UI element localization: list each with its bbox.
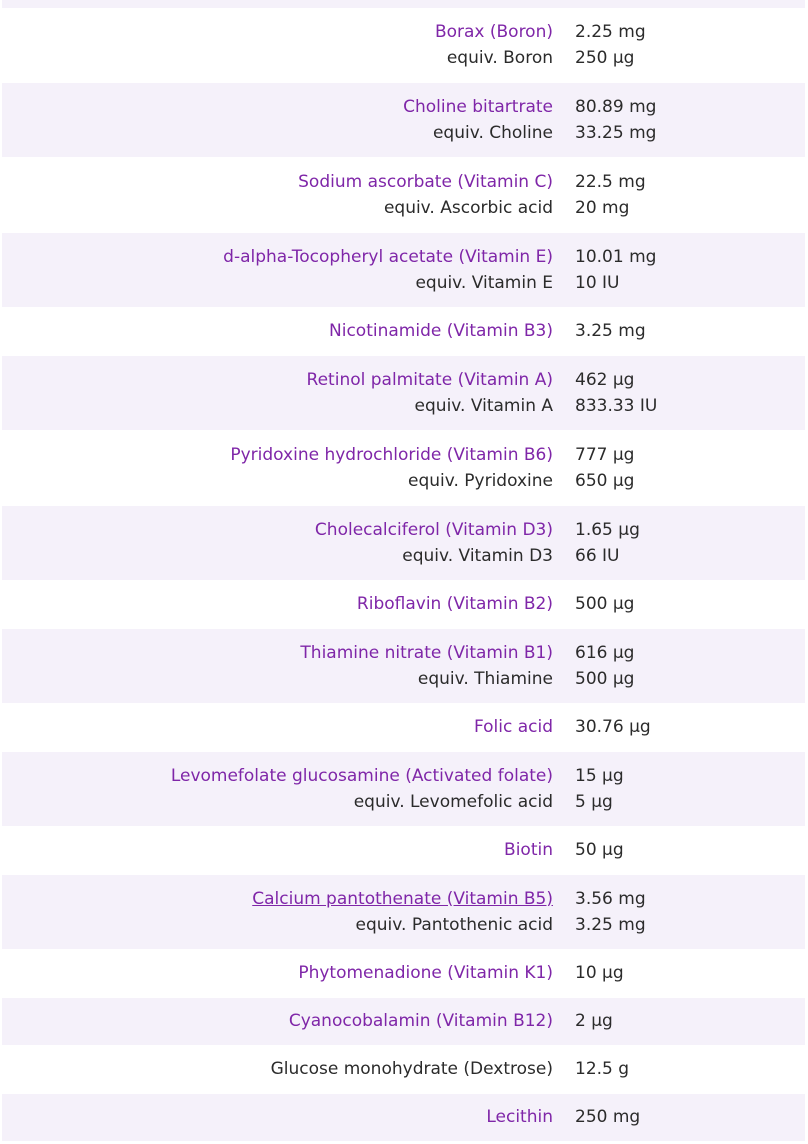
table-row: [2, 704, 805, 752]
equiv-amount-value: 33.25 mg: [575, 123, 657, 143]
amount-cell: [575, 714, 651, 741]
amount-cell: [575, 763, 624, 816]
equiv-amount-value: 500 µg: [575, 669, 635, 689]
ingredient-name-cell: [2, 94, 553, 147]
ingredient-link-sodium-ascorbate[interactable]: Sodium ascorbate (Vitamin C): [298, 171, 553, 192]
amount-cell: [575, 960, 624, 987]
equiv-amount-value: 650 µg: [575, 471, 635, 491]
ingredient-link-borax[interactable]: Borax (Boron): [434, 21, 553, 42]
amount-cell: [575, 886, 646, 939]
equiv-amount-value: 66 IU: [575, 546, 620, 566]
amount-value: 10 µg: [575, 963, 624, 984]
table-row: [2, 1094, 805, 1142]
amount-value: 616 µg: [575, 642, 635, 663]
ingredient-name-cell: [2, 763, 553, 816]
ingredient-name-cell: [2, 591, 553, 618]
ingredient-name-cell: [2, 1056, 553, 1083]
amount-value: 15 µg: [575, 765, 624, 786]
ingredient-link-thiamine-nitrate[interactable]: Thiamine nitrate (Vitamin B1): [300, 642, 553, 663]
ingredient-name-cell: [2, 169, 553, 222]
equiv-label: equiv. Vitamin A: [414, 396, 553, 416]
table-row: [2, 950, 805, 998]
amount-cell: [575, 94, 656, 147]
amount-cell: [575, 640, 634, 693]
ingredient-link-retinol-palmitate[interactable]: Retinol palmitate (Vitamin A): [306, 369, 553, 390]
table-row: [2, 875, 805, 950]
amount-value: 12.5 g: [575, 1059, 630, 1080]
ingredient-link-riboflavin[interactable]: Riboflavin (Vitamin B2): [356, 594, 553, 615]
equiv-amount-value: 833.33 IU: [575, 396, 658, 416]
equiv-label: equiv. Boron: [446, 48, 553, 68]
amount-cell: [575, 169, 646, 222]
equiv-label: equiv. Choline: [432, 123, 553, 143]
table-row: [2, 431, 805, 506]
ingredient-name-cell: [2, 367, 553, 420]
amount-cell: [575, 837, 624, 864]
table-row: [2, 158, 805, 233]
amount-cell: [575, 591, 634, 618]
ingredient-link-choline-bitartrate[interactable]: Choline bitartrate: [403, 96, 553, 117]
equiv-amount-value: 10 IU: [575, 273, 620, 293]
ingredient-name-cell: [2, 517, 553, 570]
ingredient-link-nicotinamide[interactable]: Nicotinamide (Vitamin B3): [329, 321, 553, 342]
amount-cell: [575, 318, 646, 345]
table-top-edge: [2, 0, 805, 8]
table-row: [2, 581, 805, 629]
ingredient-link-lecithin[interactable]: Lecithin: [486, 1107, 553, 1128]
ingredient-name-glucose-monohydrate: Glucose monohydrate (Dextrose): [270, 1059, 553, 1080]
ingredient-link-cholecalciferol[interactable]: Cholecalciferol (Vitamin D3): [314, 519, 553, 540]
table-row: [2, 998, 805, 1046]
amount-value: 250 mg: [575, 1107, 641, 1128]
ingredient-name-cell: [2, 714, 553, 741]
ingredient-link-biotin[interactable]: Biotin: [504, 840, 553, 861]
equiv-amount-value: 3.25 mg: [575, 915, 646, 935]
amount-value: 30.76 µg: [575, 717, 651, 738]
table-row: [2, 308, 805, 356]
amount-cell: [575, 442, 634, 495]
ingredient-name-cell: [2, 244, 553, 297]
amount-value: 1.65 µg: [575, 519, 640, 540]
amount-value: 80.89 mg: [575, 96, 657, 117]
amount-value: 2.25 mg: [575, 21, 646, 42]
ingredient-link-phytomenadione[interactable]: Phytomenadione (Vitamin K1): [298, 963, 553, 984]
equiv-amount-value: 5 µg: [575, 792, 613, 812]
table-row: [2, 233, 805, 308]
equiv-label: equiv. Thiamine: [417, 669, 553, 689]
table-row: [2, 356, 805, 431]
ingredient-link-pyridoxine-hydrochloride[interactable]: Pyridoxine hydrochloride (Vitamin B6): [230, 444, 553, 465]
amount-value: 3.56 mg: [575, 888, 646, 909]
amount-value: 10.01 mg: [575, 246, 657, 267]
table-row: [2, 1046, 805, 1094]
equiv-label: equiv. Ascorbic acid: [383, 198, 553, 218]
ingredient-name-cell: [2, 960, 553, 987]
ingredients-table: [2, 0, 805, 1142]
amount-value: 22.5 mg: [575, 171, 646, 192]
ingredient-name-cell: [2, 837, 553, 864]
ingredient-link-levomefolate-glucosamine[interactable]: Levomefolate glucosamine (Activated folate): [170, 765, 553, 786]
ingredient-name-cell: [2, 318, 553, 345]
amount-value: 777 µg: [575, 444, 635, 465]
table-row: [2, 827, 805, 875]
amount-cell: [575, 517, 640, 570]
ingredient-name-cell: [2, 1008, 553, 1035]
equiv-label: equiv. Pyridoxine: [407, 471, 553, 491]
amount-cell: [575, 1056, 629, 1083]
amount-value: 500 µg: [575, 594, 635, 615]
amount-value: 462 µg: [575, 369, 635, 390]
equiv-label: equiv. Vitamin D3: [402, 546, 553, 566]
amount-value: 2 µg: [575, 1011, 613, 1032]
equiv-amount-value: 20 mg: [575, 198, 630, 218]
equiv-label: equiv. Levomefolic acid: [353, 792, 553, 812]
table-row: [2, 752, 805, 827]
ingredient-link-tocopheryl-acetate[interactable]: d-alpha-Tocopheryl acetate (Vitamin E): [223, 246, 553, 267]
amount-cell: [575, 244, 656, 297]
amount-cell: [575, 1008, 613, 1035]
amount-cell: [575, 19, 646, 72]
equiv-label: equiv. Vitamin E: [415, 273, 553, 293]
ingredient-name-cell: [2, 640, 553, 693]
table-row: [2, 83, 805, 158]
amount-value: 50 µg: [575, 840, 624, 861]
ingredient-name-cell: [2, 1104, 553, 1131]
ingredient-link-folic-acid[interactable]: Folic acid: [473, 717, 553, 738]
amount-value: 3.25 mg: [575, 321, 646, 342]
equiv-amount-value: 250 µg: [575, 48, 635, 68]
table-row: [2, 8, 805, 83]
ingredient-name-cell: [2, 19, 553, 72]
table-row: [2, 506, 805, 581]
ingredient-name-cell: [2, 442, 553, 495]
ingredient-link-cyanocobalamin[interactable]: Cyanocobalamin (Vitamin B12): [288, 1011, 553, 1032]
ingredient-name-cell: [2, 886, 553, 939]
equiv-label: equiv. Pantothenic acid: [355, 915, 553, 935]
ingredient-link-calcium-pantothenate[interactable]: Calcium pantothenate (Vitamin B5): [252, 888, 553, 909]
amount-cell: [575, 1104, 640, 1131]
table-row: [2, 629, 805, 704]
amount-cell: [575, 367, 657, 420]
